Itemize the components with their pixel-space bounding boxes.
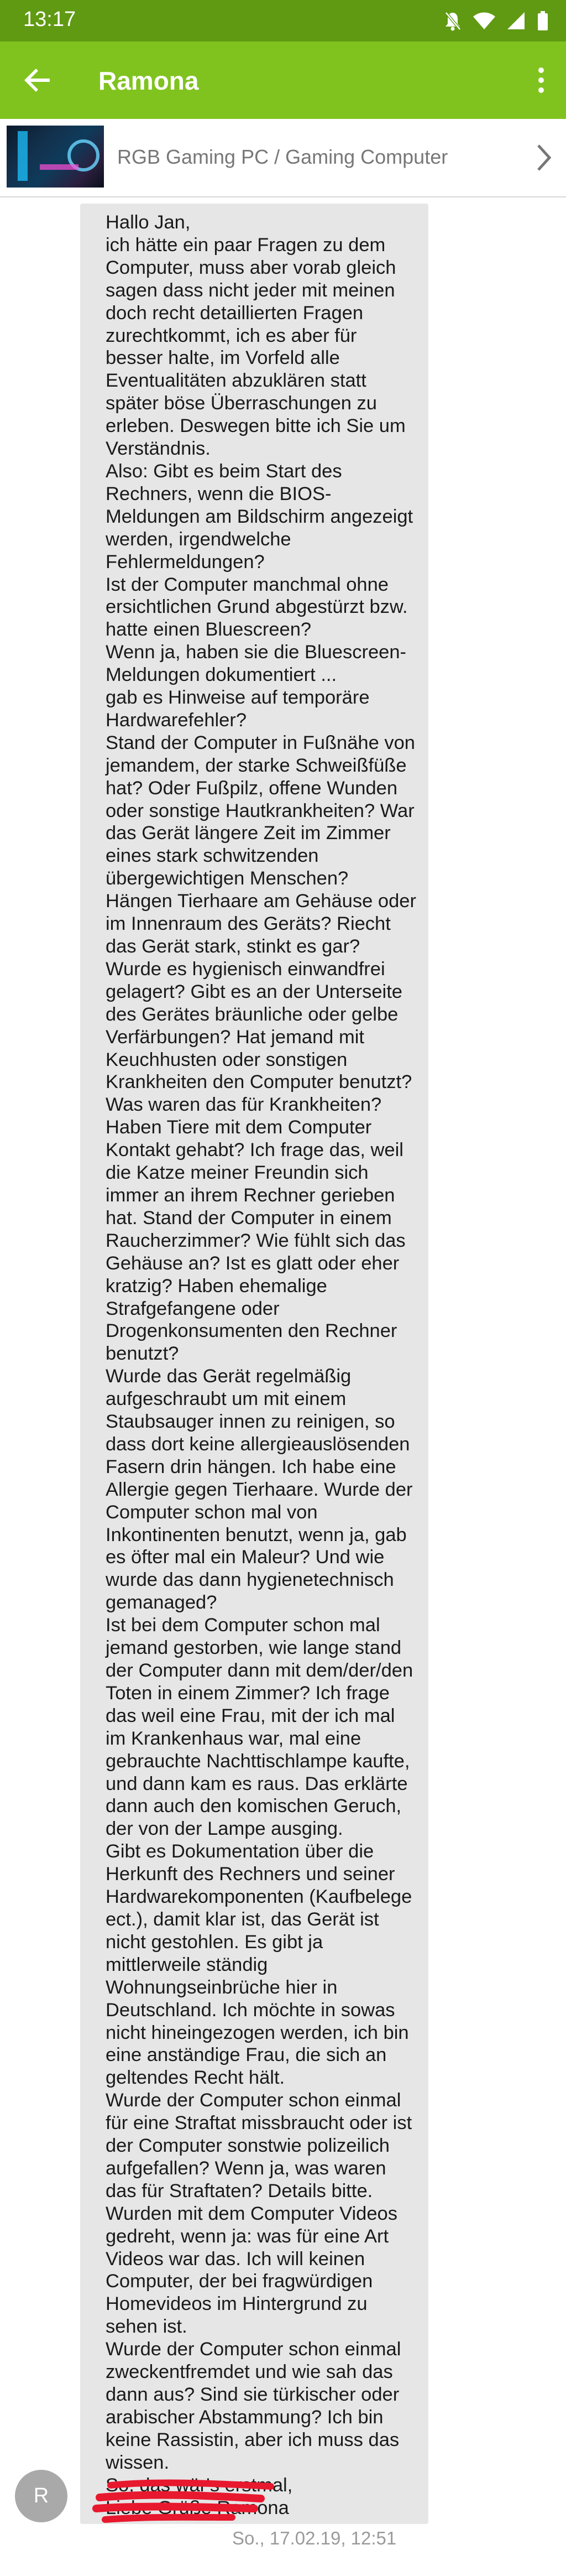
avatar-initial: R (33, 2484, 49, 2507)
listing-header[interactable] (0, 119, 566, 197)
status-bar (0, 0, 566, 41)
app-bar (0, 41, 566, 119)
more-vert-icon[interactable] (533, 64, 549, 97)
avatar[interactable] (15, 2470, 67, 2522)
listing-thumbnail (7, 126, 104, 188)
signal-icon (507, 12, 525, 30)
status-time: 13:17 (23, 8, 76, 31)
bell-off-icon (444, 11, 461, 31)
battery-icon (537, 11, 548, 31)
message-text: Hallo Jan, ich hätte ein paar Fragen zu dem Computer, muss aber vorab gleich sagen dass nicht jeder mit meinen doch recht detaillierten Fragen zurechtkommt, ich es aber für besser halte, im Vorfeld alle Eventualitäten abzuklären statt später böse Überraschungen zu erleben. Deswegen bitte ich Sie um Verständnis. Also: Gibt es beim Start des Rechners, wenn die BIOS-Meldungen am Bildschirm angezeigt werden, irgendwelche Fehlermeldungen? Ist der Computer manchmal ohne ersichtlichen Grund abgestürzt bzw. hatte einen Bluescreen? Wenn ja, haben sie die Bluescreen-Meldungen dokumentiert ... gab es Hinweise auf temporäre Hardwarefehler? Stand der Computer in Fußnähe von jemandem, der starke Schweißfüße hat? Oder Fußpilz, offene Wunden oder sonstige Hautkrankheiten? War das Gerät längere Zeit im Zimmer eines stark schwitzenden übergewichtigen Menschen? Hängen Tierhaare am Gehäuse oder im Innenraum des Geräts? Riecht das Gerät stark, stinkt es gar? Wurde es hygienisch einwandfrei gelagert? Gibt es an der Unterseite des Gerätes bräunliche oder gelbe Verfärbungen? Hat jemand mit Keuchhusten oder sonstigen Krankheiten den Computer benutzt? Was waren das für Krankheiten? Haben Tiere mit dem Computer Kontakt gehabt? Ich frage das, weil die Katze meiner Freundin sich immer an ihrem Rechner gerieben hat. Stand der Computer in einem Raucherzimmer? Wie fühlt sich das Gehäuse an? Ist es glatt oder eher kratzig? Haben ehemalige Strafgefangene oder Drogenkonsumenten den Rechner benutzt? Wurde das Gerät regelmäßig aufgeschraubt um mit einem Staubsauger innen zu reinigen, so dass dort keine allergieauslösenden Fasern drin hängen. Ich habe eine Allergie gegen Tierhaare. Wurde der Computer schon mal von Inkontinenten benutzt, wenn ja, gab es öfter mal ein Maleur? Und wie wurde das dann hygienetechnisch gemanaged? Ist bei dem Computer schon mal jemand gestorben, wie lange stand der Computer dann mit dem/der/den Toten in einem Zimmer? Ich frage das weil eine Frau, mit der ich mal im Krankenhaus war, mal eine gebrauchte Nachttischlampe kaufte, und dann kam es raus. Das erklärte dann auch den komischen Geruch, der von der Lampe ausging. Gibt es Dokumentation über die Herkunft des Rechners und seiner Hardwarekomponenten (Kaufbelege ect.), damit klar ist, das Gerät ist nicht gestohlen. Es gibt ja mittlerweile ständig Wohnungseinbrüche hier in Deutschland. Ich möchte in sowas nicht hineingezogen werden, ich bin eine anständige Frau, die sich an geltendes Recht hält. Wurde der Computer schon einmal für eine Straftat missbraucht oder ist der Computer sonstwie polizeilich aufgefallen? Wenn ja, was waren das für Straftaten? Details bitte. Wurden mit dem Computer Videos gedreht, wenn ja: was für eine Art Videos war das. Ich will keinen Computer, der bei fragwürdigen Homevideos im Hintergrund zu sehen ist. Wurde der Computer schon einmal zweckentfremdet und wie sah das dann aus? Sind sie türkischer oder arabischer Abstammung? Ich bin keine Rassistin, aber ich muss das wissen. So, das wär's erstmal, Liebe Grüße Ramona (106, 212, 416, 2518)
back-arrow-icon[interactable] (21, 64, 54, 97)
message-timestamp: So., 17.02.19, 12:51 (232, 2528, 397, 2548)
listing-title: RGB Gaming PC / Gaming Computer (117, 145, 448, 168)
chat-title: Ramona (98, 66, 199, 95)
status-icons (444, 10, 548, 32)
redaction-scribble (88, 2464, 321, 2531)
chevron-right-icon[interactable] (534, 141, 556, 174)
wifi-icon (473, 12, 495, 30)
